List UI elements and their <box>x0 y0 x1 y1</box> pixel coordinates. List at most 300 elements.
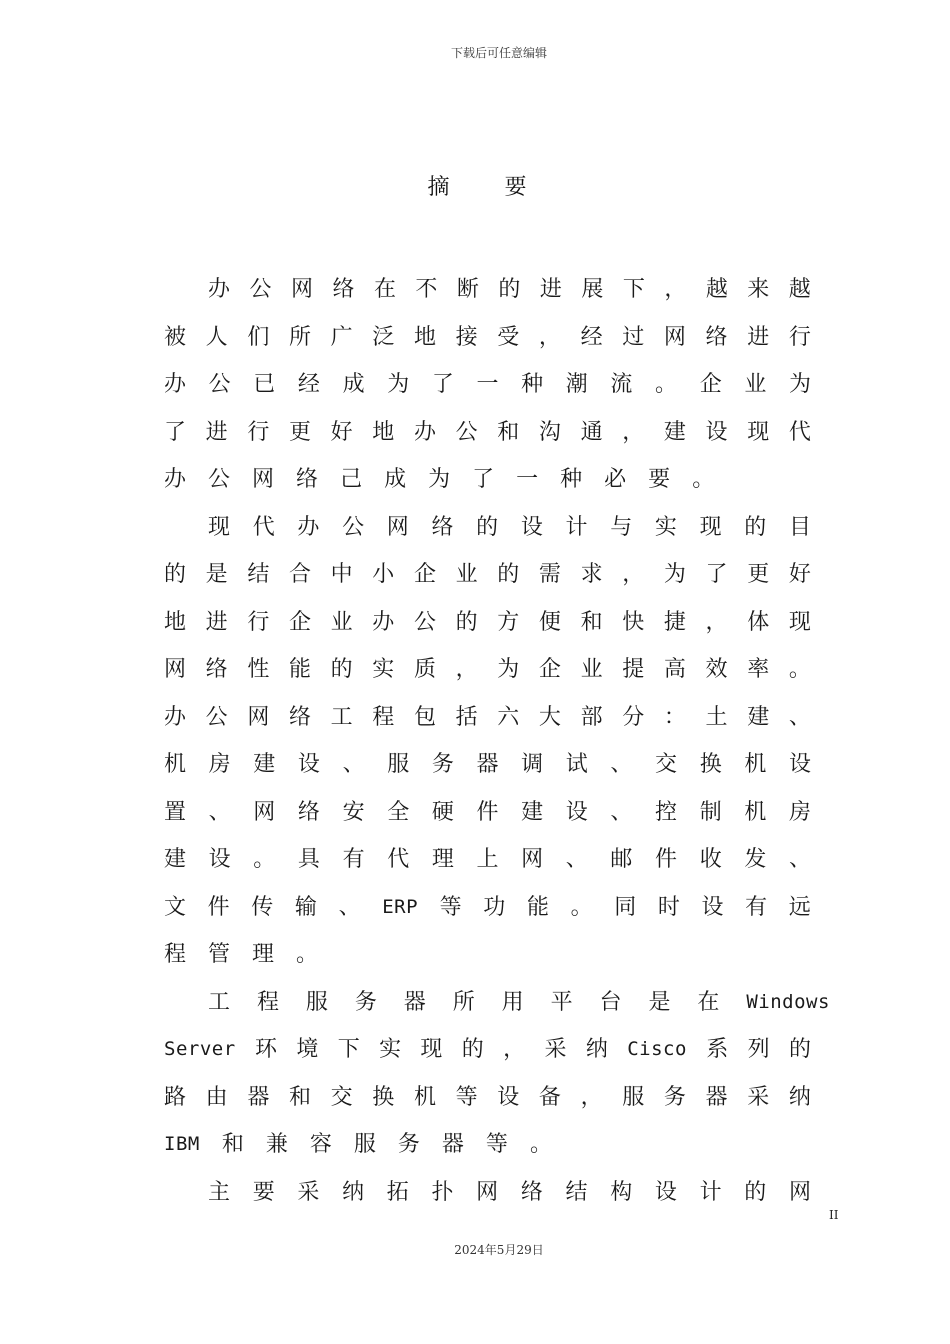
text-token: 行 <box>788 324 811 350</box>
text-token: 服 <box>353 1132 376 1157</box>
text-token: 的 <box>164 562 187 587</box>
text-token: 地 <box>372 419 395 445</box>
text-token: 的 <box>497 562 520 587</box>
text-token: 理 <box>431 847 454 872</box>
text-token: 行 <box>247 609 270 635</box>
text-token: 台 <box>599 989 622 1015</box>
text-token: 代 <box>788 419 811 445</box>
text-line <box>164 1074 811 1122</box>
text-token: ， <box>503 1037 526 1062</box>
text-token: 企 <box>699 372 722 397</box>
text-token: 房 <box>208 752 231 777</box>
text-token: 远 <box>788 894 811 920</box>
text-token: 列 <box>747 1037 770 1062</box>
text-line <box>164 646 811 694</box>
text-token: 络 <box>205 657 228 682</box>
text-token: ， <box>705 609 728 635</box>
footer-date: 2024年5月29日 <box>454 1243 544 1257</box>
text-token: 设 <box>297 752 320 777</box>
text-token: 公 <box>455 419 478 445</box>
text-token: 在 <box>373 277 396 302</box>
text-token: 成 <box>384 467 407 492</box>
text-token: ， <box>622 419 645 445</box>
abstract-title: 摘 要 <box>427 175 551 200</box>
text-token: 和 <box>580 609 603 635</box>
text-token: 全 <box>387 799 410 825</box>
text-token: 为 <box>428 467 451 492</box>
text-token: 同 <box>614 894 637 920</box>
text-token: 小 <box>372 562 395 587</box>
text-token: 件 <box>207 894 230 920</box>
text-token: 设 <box>705 419 728 445</box>
text-token: 流 <box>610 372 633 397</box>
text-token: 有 <box>745 894 768 920</box>
text-token: 公 <box>205 704 228 730</box>
text-token: 是 <box>648 989 671 1015</box>
text-token: 办 <box>372 609 395 635</box>
text-token: 建 <box>521 799 544 825</box>
text-token: 传 <box>251 894 274 920</box>
text-token: 等 <box>455 1084 478 1110</box>
text-token: 部 <box>580 704 603 730</box>
text-token: 越 <box>788 277 811 302</box>
text-token: 进 <box>539 277 562 302</box>
text-token: 平 <box>550 989 573 1015</box>
text-token: 路 <box>164 1084 187 1110</box>
text-token: 备 <box>538 1084 561 1110</box>
text-token: 和 <box>497 419 520 445</box>
text-token: 扑 <box>431 1179 454 1205</box>
text-token: 纳 <box>788 1084 811 1110</box>
text-token: 网 <box>476 1179 499 1205</box>
text-token: 设 <box>654 1179 677 1205</box>
text-token: 下 <box>337 1037 360 1062</box>
text-token: 一 <box>476 372 499 397</box>
text-token: 分 <box>622 704 645 730</box>
text-token: 的 <box>744 1179 767 1205</box>
text-token: 网 <box>253 799 276 825</box>
text-token: 、 <box>788 704 811 730</box>
text-token: 。 <box>655 372 678 397</box>
text-token: 业 <box>744 372 767 397</box>
text-line <box>208 979 830 1027</box>
text-token: 网 <box>663 324 686 350</box>
text-token: 采 <box>544 1037 567 1062</box>
text-token: 。 <box>570 894 593 920</box>
text-token: 。 <box>788 657 811 682</box>
text-token: 采 <box>747 1084 770 1110</box>
text-token: 要 <box>252 1179 275 1205</box>
text-token: 、 <box>610 752 633 777</box>
text-token: 理 <box>252 942 275 967</box>
text-token: 实 <box>379 1037 402 1062</box>
text-token: 快 <box>622 609 645 635</box>
text-token: 公 <box>413 609 436 635</box>
text-token: 服 <box>387 752 410 777</box>
text-token: 们 <box>247 324 270 350</box>
text-token: 务 <box>354 989 377 1015</box>
text-token: 己 <box>340 467 363 492</box>
text-token: 制 <box>699 799 722 825</box>
text-token: 等 <box>485 1132 508 1157</box>
text-token: 包 <box>413 704 436 730</box>
text-token: 不 <box>415 277 438 302</box>
text-line <box>164 409 811 457</box>
text-token: 能 <box>526 894 549 920</box>
text-token: 企 <box>413 562 436 587</box>
text-token: ， <box>664 277 687 302</box>
text-token: 的 <box>330 657 353 682</box>
text-token: 器 <box>403 989 426 1015</box>
text-token: 能 <box>288 657 311 682</box>
text-token: 为 <box>387 372 410 397</box>
text-token: 展 <box>581 277 604 302</box>
text-token: 件 <box>476 799 499 825</box>
text-token: 的 <box>455 609 478 635</box>
text-token: 进 <box>205 419 228 445</box>
text-token: 企 <box>538 657 561 682</box>
text-token: 下 <box>622 277 645 302</box>
text-token: 合 <box>288 562 311 587</box>
text-token: 计 <box>699 1179 722 1205</box>
text-token: 器 <box>705 1084 728 1110</box>
text-token: 质 <box>413 657 436 682</box>
text-token: 络 <box>431 514 454 540</box>
text-token: 件 <box>655 847 678 872</box>
text-token: 办 <box>164 372 187 397</box>
text-token: 功 <box>483 894 506 920</box>
text-token: ， <box>580 1084 603 1110</box>
text-token: 率 <box>747 657 770 682</box>
text-token: 和 <box>221 1132 244 1157</box>
text-token: 所 <box>452 989 475 1015</box>
text-token: ， <box>538 324 561 350</box>
text-token: 构 <box>610 1179 633 1205</box>
text-token: 计 <box>565 514 588 540</box>
text-token: 容 <box>309 1132 332 1157</box>
text-token: 业 <box>580 657 603 682</box>
text-token: 、 <box>342 752 365 777</box>
text-token: 建 <box>164 847 187 872</box>
text-token: 所 <box>288 324 311 350</box>
text-token: 网 <box>164 657 187 682</box>
text-token: 成 <box>342 372 365 397</box>
text-token: 在 <box>697 989 720 1015</box>
text-token: 的 <box>476 514 499 540</box>
text-token: 机 <box>164 752 187 777</box>
text-token: 土 <box>705 704 728 730</box>
text-token: 设 <box>208 847 231 872</box>
text-token: 经 <box>297 372 320 397</box>
text-token: ， <box>622 562 645 587</box>
text-token: 地 <box>413 324 436 350</box>
text-token: 络 <box>296 467 319 492</box>
text-token: 办 <box>297 514 320 540</box>
text-token: 被 <box>164 324 187 350</box>
text-token: 机 <box>744 799 767 825</box>
page-number: II <box>829 1208 839 1222</box>
header-note: 下载后可任意编辑 <box>450 46 547 60</box>
text-line <box>164 1026 811 1074</box>
text-token: 过 <box>622 324 645 350</box>
text-token: 调 <box>521 752 544 777</box>
text-token: 试 <box>565 752 588 777</box>
text-token: 文 <box>164 894 187 920</box>
text-line <box>208 504 811 552</box>
text-token: 络 <box>705 324 728 350</box>
text-token: 网 <box>252 467 275 492</box>
text-line <box>164 694 811 742</box>
text-token: 目 <box>788 514 811 540</box>
text-token: 人 <box>205 324 228 350</box>
text-token: 境 <box>296 1037 319 1062</box>
text-token: 了 <box>431 372 454 397</box>
text-token: 服 <box>305 989 328 1015</box>
text-token: 断 <box>456 277 479 302</box>
text-token: 公 <box>342 514 365 540</box>
text-token: 网 <box>290 277 313 302</box>
text-line <box>164 1121 811 1169</box>
text-token: 必 <box>604 467 627 492</box>
text-token: 便 <box>538 609 561 635</box>
text-token: 了 <box>472 467 495 492</box>
text-token: 机 <box>744 752 767 777</box>
text-token: 公 <box>249 277 272 302</box>
text-line <box>208 1169 811 1217</box>
text-token: 了 <box>705 562 728 587</box>
text-token: 网 <box>247 704 270 730</box>
text-line <box>164 884 811 932</box>
text-token: 潮 <box>565 372 588 397</box>
text-token: 纳 <box>585 1037 608 1062</box>
text-token: 建 <box>747 704 770 730</box>
text-token: 换 <box>372 1084 395 1110</box>
text-line <box>164 361 811 409</box>
text-token: 系 <box>706 1037 729 1062</box>
text-token: 程 <box>164 942 187 967</box>
text-token: 通 <box>580 419 603 445</box>
text-token: 泛 <box>372 324 395 350</box>
text-token: 企 <box>288 609 311 635</box>
text-token: 了 <box>164 419 187 445</box>
text-token: 高 <box>663 657 686 682</box>
text-token: 实 <box>372 657 395 682</box>
text-token: 代 <box>387 847 410 872</box>
text-token: 、 <box>208 799 231 825</box>
text-token: 、 <box>338 894 361 920</box>
text-token: 业 <box>455 562 478 587</box>
text-token: ： <box>663 704 686 730</box>
abstract-body <box>164 266 830 1216</box>
text-token: 现 <box>747 419 770 445</box>
text-token: 的 <box>744 514 767 540</box>
text-token: 为 <box>788 372 811 397</box>
text-token: 、 <box>610 799 633 825</box>
text-token: 办 <box>413 419 436 445</box>
text-token: 输 <box>294 894 317 920</box>
text-token: 一 <box>516 467 539 492</box>
text-line <box>164 836 811 884</box>
text-token: 器 <box>441 1132 464 1157</box>
text-token: 提 <box>622 657 645 682</box>
text-token: 硬 <box>431 799 454 825</box>
text-token: 的 <box>788 1037 811 1062</box>
text-token: 受 <box>497 324 520 350</box>
text-token: 种 <box>521 372 544 397</box>
text-token: 公 <box>208 372 231 397</box>
text-line <box>164 931 811 979</box>
text-token: 的 <box>498 277 521 302</box>
text-token: 需 <box>538 562 561 587</box>
text-token: 现 <box>788 609 811 635</box>
text-token: 采 <box>297 1179 320 1205</box>
text-token: 为 <box>663 562 686 587</box>
text-token: 。 <box>296 942 319 967</box>
text-token: 兼 <box>265 1132 288 1157</box>
text-token: 设 <box>520 514 543 540</box>
text-token: 。 <box>529 1132 552 1157</box>
text-line <box>164 314 811 362</box>
text-token: 现 <box>699 514 722 540</box>
text-token: 是 <box>205 562 228 587</box>
text-token: 括 <box>455 704 478 730</box>
text-token: 越 <box>705 277 728 302</box>
text-line <box>164 599 811 647</box>
text-token: 的 <box>461 1037 484 1062</box>
text-token: 办 <box>164 467 187 492</box>
text-token: 置 <box>164 799 187 825</box>
text-token: 服 <box>622 1084 645 1110</box>
text-line <box>164 551 811 599</box>
text-token: 广 <box>330 324 353 350</box>
text-token: 络 <box>520 1179 543 1205</box>
text-token: 接 <box>455 324 478 350</box>
text-token: 设 <box>701 894 724 920</box>
text-token: 与 <box>610 514 633 540</box>
text-token: 换 <box>699 752 722 777</box>
text-token: 结 <box>247 562 270 587</box>
text-token: 络 <box>332 277 355 302</box>
text-token: 工 <box>330 704 353 730</box>
text-token: 大 <box>538 704 561 730</box>
text-token: 务 <box>431 752 454 777</box>
text-token: 已 <box>253 372 276 397</box>
text-token: 设 <box>497 1084 520 1110</box>
text-token: 具 <box>297 847 320 872</box>
text-token: 公 <box>208 467 231 492</box>
text-token: 程 <box>372 704 395 730</box>
text-token: 六 <box>497 704 520 730</box>
text-token: 机 <box>413 1084 436 1110</box>
text-token: 效 <box>705 657 728 682</box>
text-token: 器 <box>247 1084 270 1110</box>
text-token: 络 <box>297 799 320 825</box>
text-token: Windows <box>746 990 830 1013</box>
text-token: 等 <box>439 894 462 920</box>
text-token: 性 <box>247 657 270 682</box>
text-token: 为 <box>497 657 520 682</box>
text-token: 求 <box>580 562 603 587</box>
text-token: 交 <box>330 1084 353 1110</box>
text-token: 务 <box>397 1132 420 1157</box>
text-token: 交 <box>655 752 678 777</box>
text-token: 进 <box>747 324 770 350</box>
text-token: 工 <box>208 989 231 1015</box>
text-token: 和 <box>288 1084 311 1110</box>
text-token: 代 <box>252 514 275 540</box>
text-token: 更 <box>747 562 770 587</box>
text-token: 现 <box>420 1037 443 1062</box>
text-token: 有 <box>342 847 365 872</box>
text-token: 建 <box>663 419 686 445</box>
text-token: 业 <box>330 609 353 635</box>
text-token: 发 <box>744 847 767 872</box>
text-token: 办 <box>164 704 187 730</box>
text-token: 、 <box>565 847 588 872</box>
text-token: 进 <box>205 609 228 635</box>
text-token: 拓 <box>386 1179 409 1205</box>
text-token: 房 <box>788 799 811 825</box>
text-token: 务 <box>663 1084 686 1110</box>
text-token: 体 <box>747 609 770 635</box>
text-token: 程 <box>256 989 279 1015</box>
text-token: 要 <box>648 467 671 492</box>
text-token: ERP <box>382 895 419 918</box>
text-token: 管 <box>208 942 231 967</box>
text-token: 好 <box>788 562 811 587</box>
text-token: 纳 <box>342 1179 365 1205</box>
text-token: 器 <box>476 752 499 777</box>
text-token: 设 <box>565 799 588 825</box>
text-token: 实 <box>654 514 677 540</box>
text-token: 环 <box>254 1037 277 1062</box>
text-token: 主 <box>208 1179 231 1205</box>
text-token: 、 <box>788 847 811 872</box>
text-token: 上 <box>476 847 499 872</box>
text-token: 。 <box>692 467 715 492</box>
text-token: 现 <box>208 514 231 540</box>
text-token: IBM <box>164 1133 200 1155</box>
text-token: 办 <box>208 277 231 302</box>
text-token: ， <box>455 657 478 682</box>
text-token: 建 <box>253 752 276 777</box>
text-token: 经 <box>580 324 603 350</box>
text-token: Server <box>164 1038 236 1060</box>
text-token: 种 <box>560 467 583 492</box>
text-token: 邮 <box>610 847 633 872</box>
text-token: 来 <box>747 277 770 302</box>
text-token: 好 <box>330 419 353 445</box>
text-line <box>164 789 811 837</box>
text-line <box>208 266 811 314</box>
text-token: 行 <box>247 419 270 445</box>
text-token: 更 <box>288 419 311 445</box>
text-token: 网 <box>386 514 409 540</box>
text-token: Cisco <box>627 1038 687 1060</box>
text-line <box>164 456 811 504</box>
text-token: 方 <box>497 609 520 635</box>
text-token: 设 <box>788 752 811 777</box>
text-token: 结 <box>565 1179 588 1205</box>
text-token: 安 <box>342 799 365 825</box>
text-token: 控 <box>655 799 678 825</box>
text-token: 时 <box>657 894 680 920</box>
text-token: 用 <box>501 989 524 1015</box>
text-token: 络 <box>288 704 311 730</box>
text-token: 捷 <box>663 609 686 635</box>
text-token: 中 <box>330 562 353 587</box>
text-token: 收 <box>699 847 722 872</box>
